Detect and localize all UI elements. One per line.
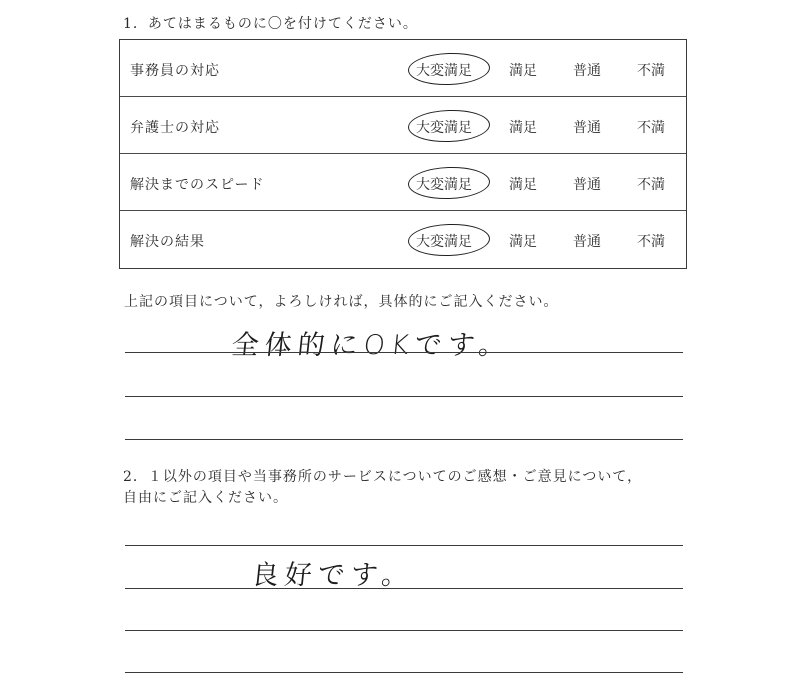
- writing-line: [125, 396, 683, 397]
- section2-heading: 2．１以外の項目や当事務所のサービスについてのご感想・ご意見について，: [123, 469, 643, 485]
- writing-line: [125, 588, 683, 589]
- option-dissatisfied[interactable]: 不満: [637, 234, 665, 250]
- table-row: [120, 211, 686, 268]
- writing-line: [125, 672, 683, 673]
- section2-heading-cont: 自由にご記入ください。: [123, 490, 288, 506]
- option-satisfied[interactable]: 満足: [509, 177, 537, 193]
- option-very-satisfied[interactable]: 大変満足: [416, 234, 472, 250]
- option-satisfied[interactable]: 満足: [509, 63, 537, 79]
- option-very-satisfied[interactable]: 大変満足: [416, 120, 472, 136]
- row-label: 事務員の対応: [130, 63, 220, 79]
- option-neutral[interactable]: 普通: [573, 63, 601, 79]
- section1-heading: 1．あてはまるものに〇を付けてください。: [123, 16, 418, 32]
- option-satisfied[interactable]: 満足: [509, 120, 537, 136]
- row-label: 解決までのスピード: [130, 177, 265, 193]
- option-neutral[interactable]: 普通: [573, 234, 601, 250]
- row-label: 解決の結果: [130, 234, 205, 250]
- option-dissatisfied[interactable]: 不満: [637, 177, 665, 193]
- option-neutral[interactable]: 普通: [573, 177, 601, 193]
- writing-line: [125, 630, 683, 631]
- option-satisfied[interactable]: 満足: [509, 234, 537, 250]
- option-dissatisfied[interactable]: 不満: [637, 63, 665, 79]
- writing-line: [125, 352, 683, 353]
- table-row: [120, 154, 686, 211]
- satisfaction-table: [119, 39, 687, 269]
- writing-line: [125, 439, 683, 440]
- option-dissatisfied[interactable]: 不満: [637, 120, 665, 136]
- table-row: [120, 40, 686, 97]
- row-label: 弁護士の対応: [130, 120, 220, 136]
- comment-prompt: 上記の項目について，よろしければ，具体的にご記入ください。: [124, 294, 559, 310]
- option-very-satisfied[interactable]: 大変満足: [416, 63, 472, 79]
- handwritten-comment: 全体的にOKです。: [230, 330, 514, 361]
- handwritten-answer: 良好です。: [250, 560, 417, 591]
- table-row: [120, 97, 686, 154]
- option-neutral[interactable]: 普通: [573, 120, 601, 136]
- writing-line: [125, 545, 683, 546]
- option-very-satisfied[interactable]: 大変満足: [416, 177, 472, 193]
